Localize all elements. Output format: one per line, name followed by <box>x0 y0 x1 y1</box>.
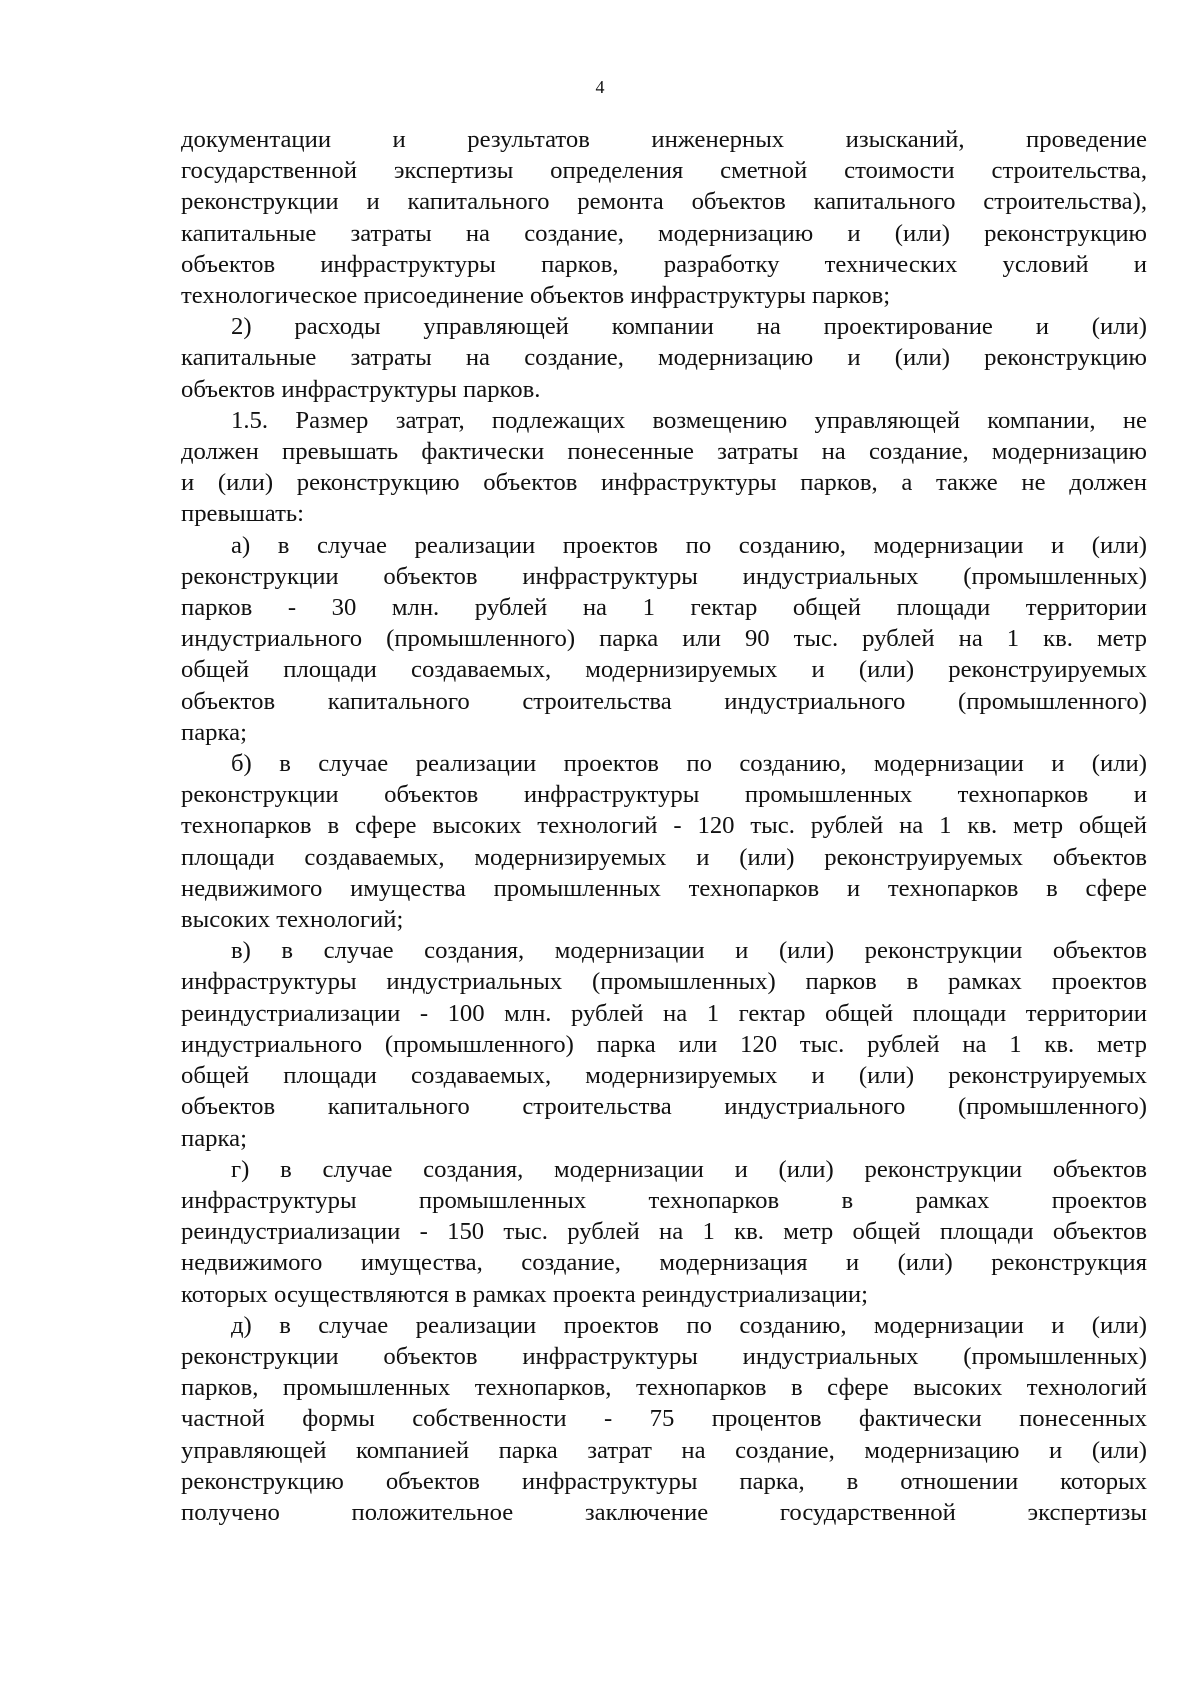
text-line: высоких технологий; <box>181 906 404 934</box>
text-line: документации и результатов инженерных изысканий, проведение <box>181 126 1147 153</box>
text-line: инфраструктуры промышленных технопарков в рамках проектов <box>181 1186 1147 1214</box>
text-line: б) в случае реализации проектов по созданию, модернизации и (или) <box>231 750 1147 778</box>
text-line: реконструкции объектов инфраструктуры промышленных технопарков и <box>181 781 1147 809</box>
text-line: общей площади создаваемых, модернизируемых и (или) реконструируемых <box>181 656 1147 684</box>
text-line: площади создаваемых, модернизируемых и (или) реконструируемых объектов <box>181 843 1147 871</box>
page-number: 4 <box>595 77 605 97</box>
paragraph-subitem-v <box>181 935 1147 1153</box>
paragraph-clause-1-5 <box>181 405 1147 530</box>
text-line: общей площади создаваемых, модернизируемых и (или) реконструируемых <box>181 1062 1147 1090</box>
paragraph-subitem-b <box>181 748 1147 935</box>
text-line: реконструкции объектов инфраструктуры индустриальных (промышленных) <box>181 1342 1147 1370</box>
text-line: капитальные затраты на создание, модернизацию и (или) реконструкцию <box>181 219 1147 247</box>
text-line: объектов капитального строительства индустриального (промышленного) <box>181 1093 1147 1121</box>
paragraph-continuation <box>181 124 1147 311</box>
text-line: парков, промышленных технопарков, технопарков в сфере высоких технологий <box>181 1374 1147 1402</box>
text-line: технопарков в сфере высоких технологий - 120 тыс. рублей на 1 кв. метр общей <box>181 812 1147 840</box>
text-line: объектов инфраструктуры парков. <box>181 375 541 403</box>
text-line: частной формы собственности - 75 процентов фактически понесенных <box>181 1405 1147 1433</box>
text-line: объектов капитального строительства индустриального (промышленного) <box>181 687 1147 715</box>
text-line: 2) расходы управляющей компании на проектирование и (или) <box>231 313 1147 341</box>
text-line: недвижимого имущества промышленных технопарков и технопарков в сфере <box>181 874 1147 902</box>
text-line: реиндустриализации - 150 тыс. рублей на 1 кв. метр общей площади объектов <box>181 1218 1147 1246</box>
text-line: недвижимого имущества, создание, модернизация и (или) реконструкция <box>181 1249 1147 1277</box>
text-line: объектов инфраструктуры парков, разработку технических условий и <box>181 250 1147 278</box>
text-line: реконструкции и капитального ремонта объектов капитального строительства), <box>181 188 1147 216</box>
text-line: технологическое присоединение объектов инфраструктуры парков; <box>181 282 891 310</box>
text-line: а) в случае реализации проектов по созданию, модернизации и (или) <box>231 531 1147 559</box>
text-line: парков - 30 млн. рублей на 1 гектар общей площади территории <box>181 594 1147 622</box>
text-line: реиндустриализации - 100 млн. рублей на 1 гектар общей площади территории <box>181 999 1147 1027</box>
text-line: капитальные затраты на создание, модернизацию и (или) реконструкцию <box>181 344 1147 372</box>
text-line: которых осуществляются в рамках проекта реиндустриализации; <box>181 1280 869 1308</box>
text-line: управляющей компанией парка затрат на создание, модернизацию и (или) <box>181 1436 1147 1464</box>
text-line: г) в случае создания, модернизации и (или) реконструкции объектов <box>231 1155 1147 1183</box>
text-line: в) в случае создания, модернизации и (или) реконструкции объектов <box>231 937 1147 965</box>
text-line: д) в случае реализации проектов по созданию, модернизации и (или) <box>231 1311 1147 1339</box>
text-line: парка; <box>181 718 247 746</box>
text-line: получено положительное заключение государственной экспертизы <box>181 1498 1147 1526</box>
paragraph-item-2 <box>181 311 1147 405</box>
text-line: 1.5. Размер затрат, подлежащих возмещению управляющей компании, не <box>231 406 1147 434</box>
text-line: и (или) реконструкцию объектов инфраструктуры парков, а также не должен <box>181 469 1147 497</box>
document-body <box>181 124 1147 1528</box>
text-line: реконструкцию объектов инфраструктуры парка, в отношении которых <box>181 1467 1147 1495</box>
text-line: реконструкции объектов инфраструктуры индустриальных (промышленных) <box>181 562 1147 590</box>
paragraph-subitem-a <box>181 530 1147 748</box>
text-line: должен превышать фактически понесенные затраты на создание, модернизацию <box>181 438 1147 466</box>
paragraph-subitem-g <box>181 1154 1147 1310</box>
text-line: инфраструктуры индустриальных (промышленных) парков в рамках проектов <box>181 968 1147 996</box>
paragraph-subitem-d <box>181 1310 1147 1528</box>
text-line: государственной экспертизы определения сметной стоимости строительства, <box>181 157 1147 185</box>
text-line: индустриального (промышленного) парка или 90 тыс. рублей на 1 кв. метр <box>181 625 1147 653</box>
text-line: превышать: <box>181 500 304 528</box>
text-line: парка; <box>181 1124 247 1152</box>
text-line: индустриального (промышленного) парка или 120 тыс. рублей на 1 кв. метр <box>181 1030 1147 1058</box>
